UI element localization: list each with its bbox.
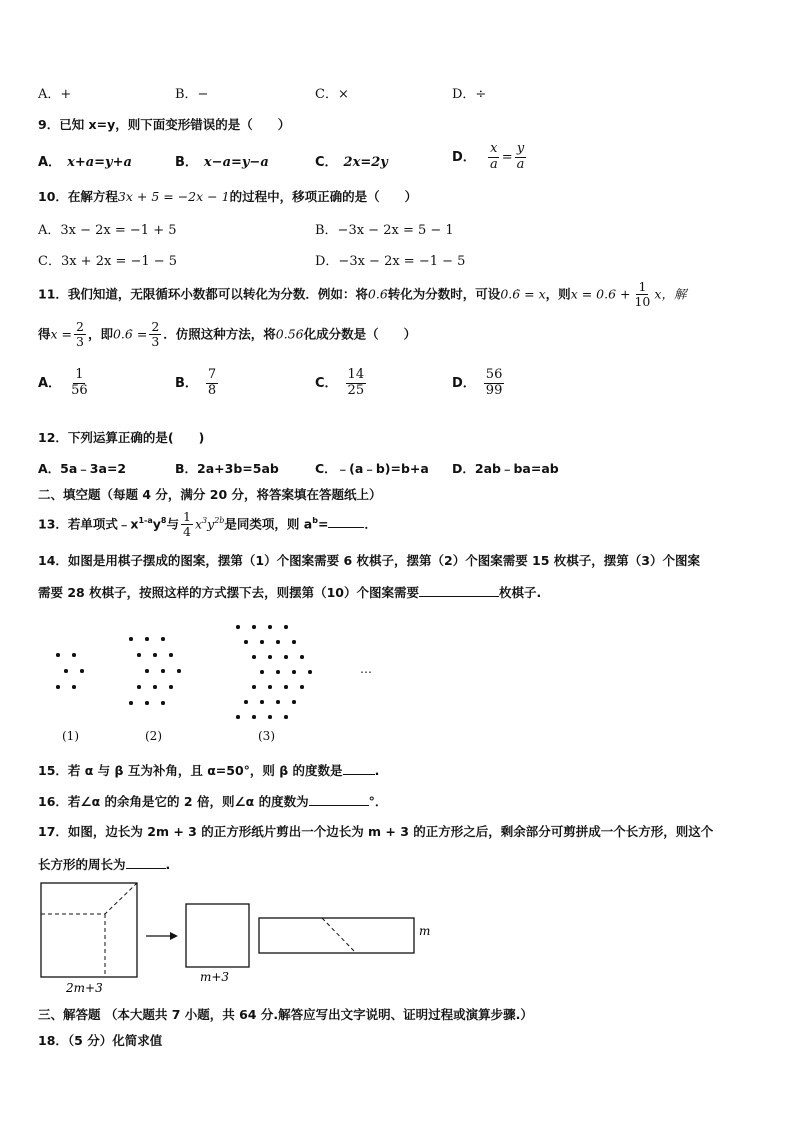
q17-answer-blank[interactable] [126, 856, 166, 869]
q9-option-c: C． 2x=2y [315, 155, 388, 170]
piece-dot-3 [252, 625, 256, 629]
q16-stem: 16．若∠α 的余角是它的 2 倍，则∠α 的度数为 °． [38, 794, 388, 809]
q11-option-d: D． $\frac{56}{99}$ [452, 367, 503, 398]
q14-line1: 14．如图是用棋子摆成的图案，摆第（1）个图案需要 6 枚棋子，摆第（2）个图案需要 15 枚棋子，摆第（3）个图案 [38, 553, 700, 568]
q16-answer-blank[interactable] [309, 793, 369, 806]
q9-stem: 9．已知 x=y，则下面变形错误的是（ ） [38, 117, 291, 132]
piece-dot-3 [244, 640, 248, 644]
piece-dot-2 [169, 685, 173, 689]
piece-dot-3 [284, 625, 288, 629]
cut-line-1 [41, 883, 137, 914]
piece-dot-3 [292, 700, 296, 704]
q10-option-b: B．−3x − 2x = 5 − 1 [315, 223, 454, 238]
q9-option-b: B． x−a=y−a [175, 155, 269, 170]
q13-stem: 13．若单项式$﹣x^{1-a}y^8$与 $\frac{1}{4}$ $x^3y^{2b}$是同类项，则 $a^b=$ ． [38, 509, 377, 540]
q12-option-a: A．5a﹣3a=2 [38, 461, 127, 476]
piece-dot-3 [260, 670, 264, 674]
piece-dot-3 [276, 670, 280, 674]
q10-option-c: C．3x + 2x = −1 − 5 [38, 254, 178, 269]
piece-dot-3 [260, 640, 264, 644]
piece-dot-3 [268, 625, 272, 629]
piece-dot-3 [276, 700, 280, 704]
q14-ellipsis: … [360, 662, 372, 676]
label-m: m [419, 924, 431, 938]
q12-option-d: D．2ab﹣ba=ab [452, 461, 559, 476]
q8-option-d: D．÷ [452, 87, 487, 102]
piece-dot-3 [276, 640, 280, 644]
q12-option-b: B．2a+3b=5ab [175, 461, 279, 476]
piece-dot-2 [177, 669, 181, 673]
q18-stem: 18．（5 分）化简求值 [38, 1033, 163, 1048]
q12-option-c: C．﹣(a﹣b)=b+a [315, 461, 429, 476]
piece-dot-3 [252, 655, 256, 659]
piece-dot-3 [300, 655, 304, 659]
rect-cut-line [322, 918, 356, 953]
piece-dot-3 [284, 715, 288, 719]
piece-dot-2 [145, 701, 149, 705]
piece-dot-2 [137, 685, 141, 689]
q17-line2: 长方形的周长为 . [38, 857, 171, 872]
piece-dot-1 [56, 685, 60, 689]
piece-dot-3 [268, 715, 272, 719]
piece-dot-2 [169, 653, 173, 657]
piece-dot-1 [72, 653, 76, 657]
q14-caption-3: (3) [258, 729, 275, 743]
piece-dot-1 [64, 669, 68, 673]
q15-stem: 15．若 α 与 β 互为补角，且 α=50°，则 β 的度数是 . [38, 763, 380, 778]
piece-dot-3 [308, 670, 312, 674]
piece-dot-3 [300, 685, 304, 689]
piece-dot-2 [153, 653, 157, 657]
label-2m3: 2m+3 [66, 981, 103, 995]
q11-option-b: B． $\frac{7}{8}$ [175, 367, 217, 398]
q11-option-c: C． $\frac{14}{25}$ [315, 367, 365, 398]
q10-option-d: D．−3x − 2x = −1 − 5 [315, 254, 466, 269]
q10-option-a: A．3x − 2x = −1 + 5 [38, 223, 177, 238]
piece-dot-3 [268, 655, 272, 659]
piece-dot-3 [268, 685, 272, 689]
big-square [41, 883, 137, 977]
q15-answer-blank[interactable] [343, 762, 375, 775]
q11-option-a: A． $\frac{1}{56}$ [38, 367, 88, 398]
piece-dot-2 [161, 669, 165, 673]
piece-dot-2 [145, 637, 149, 641]
q14-caption-2: (2) [145, 729, 162, 743]
piece-dot-2 [161, 637, 165, 641]
section-3-heading: 三、解答题 （本大题共 7 小题，共 64 分.解答应写出文字说明、证明过程或演算步骤.） [38, 1007, 533, 1022]
piece-dot-3 [284, 685, 288, 689]
q9-option-d: D． $\frac{x}{a}$ = $\frac{y}{a}$ [452, 141, 525, 172]
q14-line2: 需要 28 枚棋子，按照这样的方式摆下去，则摆第（10）个图案需要 枚棋子. [38, 585, 542, 600]
q8-option-a: A．+ [38, 87, 72, 102]
piece-dot-3 [292, 670, 296, 674]
q14-answer-blank[interactable] [419, 584, 499, 597]
q13-answer-blank[interactable] [328, 515, 364, 528]
section-2-heading: 二、填空题（每题 4 分，满分 20 分，将答案填在答题纸上） [38, 487, 382, 502]
label-m3: m+3 [200, 970, 230, 984]
piece-dot-1 [72, 685, 76, 689]
piece-dot-3 [260, 700, 264, 704]
q11-line1: 11．我们知道，无限循环小数都可以转化为分数．例如：将0.6̇转化为分数时，可设0.6̇ = x，则x = 0.6 + $\frac{1}{10}$ x，解 [38, 279, 687, 310]
piece-dot-1 [56, 653, 60, 657]
piece-dot-3 [244, 700, 248, 704]
q14-caption-1: (1) [62, 729, 79, 743]
q17-line1: 17．如图，边长为 2m + 3 的正方形纸片剪出一个边长为 m + 3 的正方形之后，剩余部分可剪拼成一个长方形，则这个 [38, 824, 714, 839]
piece-dot-3 [236, 715, 240, 719]
piece-dot-2 [129, 701, 133, 705]
piece-dot-3 [252, 715, 256, 719]
q12-stem: 12．下列运算正确的是( ) [38, 430, 205, 445]
piece-dot-2 [137, 653, 141, 657]
q8-option-b: B．− [175, 87, 209, 102]
piece-dot-3 [284, 655, 288, 659]
piece-dot-2 [161, 701, 165, 705]
piece-dot-3 [252, 685, 256, 689]
q10-stem: 10．在解方程3x + 5 = −2x − 1的过程中，移项正确的是（ ） [38, 189, 418, 204]
q9-option-a: A． x+a=y+a [38, 155, 132, 170]
q11-line2: 得x = $\frac{2}{3}$ ，即0.6̇ = $\frac{2}{3}$ ．仿照这种方法，将0.5̇6̇化成分数是（ ） [38, 319, 417, 350]
piece-dot-1 [80, 669, 84, 673]
rectangle [259, 918, 414, 953]
piece-dot-2 [129, 637, 133, 641]
piece-dot-3 [292, 640, 296, 644]
arrow-head [170, 932, 178, 940]
small-square [186, 904, 249, 967]
piece-dot-2 [153, 685, 157, 689]
q8-option-c: C．× [315, 87, 349, 102]
piece-dot-2 [145, 669, 149, 673]
piece-dot-3 [236, 625, 240, 629]
